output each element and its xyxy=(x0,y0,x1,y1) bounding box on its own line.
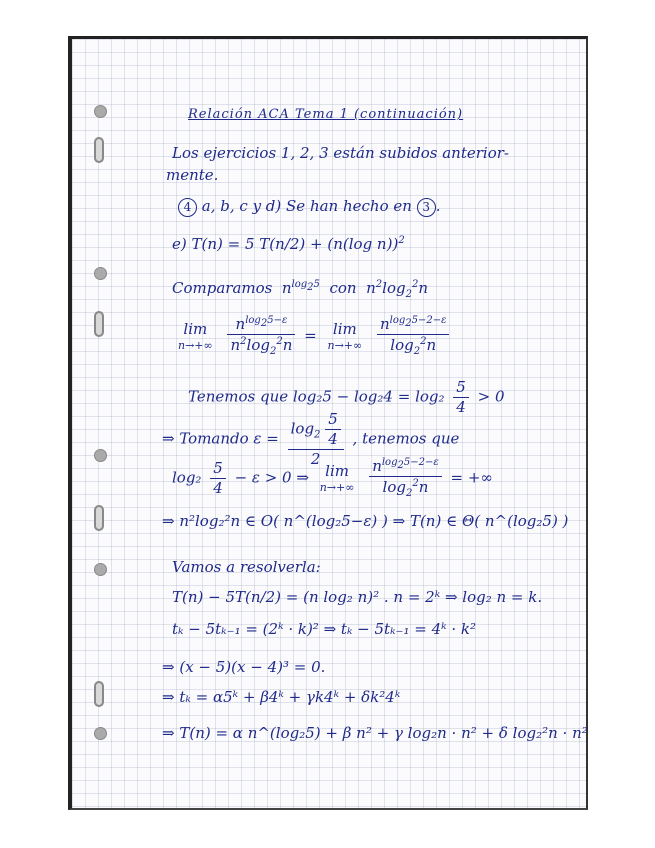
exercise-e-line xyxy=(172,236,405,252)
punch-hole xyxy=(94,563,107,576)
fraction: $\frac{n^{log_25-2-\varepsilon}}{\log_2^2n}$ xyxy=(369,458,442,499)
substitution-line: T(n) − 5T(n/2) = (n log₂ n)² . n = 2ᵏ ⇒ log₂ n = k. xyxy=(172,588,543,606)
fraction: $\frac{n^{log_25-2-\varepsilon}}{\log_2^2n}$ xyxy=(377,316,450,357)
punch-hole xyxy=(94,681,104,707)
fraction xyxy=(453,380,469,415)
lim-word: lim xyxy=(183,320,208,338)
numerator: 5 xyxy=(210,461,226,479)
exercise-number-circled: 4 xyxy=(178,198,197,217)
limit-line-1: lim n→+∞ $\frac{n^{log_25-\varepsilon}}{n^2\log_2^2n}$ = lim n→+∞ $\frac{n^{log_25-2-\varepsilon}}{\log_2^2n}$ xyxy=(172,316,453,357)
compare-text: Comparamos xyxy=(172,279,273,297)
punch-hole xyxy=(94,311,104,337)
exercise-4-text: a, b, c y d) Se han hecho en xyxy=(201,197,412,215)
exercise-4-line: 4 a, b, c y d) Se han hecho en 3 . xyxy=(178,198,440,217)
denominator: 4 xyxy=(456,398,466,416)
numerator: 5 xyxy=(453,380,469,398)
punch-hole xyxy=(94,105,107,118)
conclusion-line: ⇒ n²log₂²n ∈ O( n^(log₂5−ε) ) ⇒ T(n) ∈ Θ( n^(log₂5) ) xyxy=(162,512,569,530)
exercise-ref-circled: 3 xyxy=(417,198,436,217)
characteristic-line: ⇒ (x − 5)(x − 4)³ = 0. xyxy=(162,658,326,676)
exercise-e-label: e) xyxy=(172,235,187,253)
tenemos-que: , tenemos que xyxy=(352,429,460,448)
limit xyxy=(178,322,213,351)
denominator: 2 xyxy=(310,450,321,468)
punch-hole xyxy=(94,505,104,531)
lim-subscript: n→+∞ xyxy=(319,481,355,494)
limit xyxy=(320,464,355,493)
intro-line-cont: mente. xyxy=(166,166,219,184)
fraction: $\log_2$ $\frac{5}{4}$ 2 xyxy=(288,412,344,467)
limit xyxy=(327,322,362,351)
limit-line-2 xyxy=(172,458,493,499)
fraction xyxy=(210,461,226,496)
numerator: 5 xyxy=(325,412,341,430)
lim-word: lim xyxy=(325,462,349,480)
punch-hole xyxy=(94,267,107,280)
recurrence-exponent: 2 xyxy=(398,235,405,246)
gt-zero: > 0 xyxy=(477,387,505,406)
lim-subscript: n→+∞ xyxy=(327,339,363,352)
page-title: Relación ACA Tema 1 (continuación) xyxy=(188,107,464,122)
punch-hole xyxy=(94,449,107,462)
tn-solution-line: ⇒ T(n) = α n^(log₂5) + β n² + γ log₂n · n² + δ log₂²n · n² xyxy=(162,724,588,742)
compare-con: con xyxy=(329,279,357,297)
denominator: 4 xyxy=(213,479,223,497)
tk-solution-line: ⇒ tₖ = α5ᵏ + β4ᵏ + γk4ᵏ + δk²4ᵏ xyxy=(162,688,401,706)
intro-line: Los ejercicios 1, 2, 3 están subidos anterior- xyxy=(172,144,509,162)
resolver-line: Vamos a resolverla: xyxy=(172,558,321,576)
equals-infinity: = +∞ xyxy=(450,468,493,487)
recurrence: T(n) = 5 T(n/2) + (n(log n)) xyxy=(191,235,399,253)
punch-hole xyxy=(94,137,104,163)
lim-subscript: n→+∞ xyxy=(178,339,213,352)
tenemos-text: Tenemos que log₂5 − log₂4 = log₂ xyxy=(188,387,445,406)
lim-word: lim xyxy=(332,320,357,338)
tomando-text: ⇒ Tomando ε = xyxy=(162,429,279,448)
punch-hole xyxy=(94,727,107,740)
denominator: 4 xyxy=(328,430,338,448)
tk-line: tₖ − 5tₖ₋₁ = (2ᵏ · k)² ⇒ tₖ − 5tₖ₋₁ = 4ᵏ · k² xyxy=(172,620,477,638)
eps-condition: − ε > 0 ⇒ xyxy=(234,468,309,487)
log2: log₂ xyxy=(172,468,202,487)
fraction: $\frac{n^{log_25-\varepsilon}}{n^2\log_2^2n}$ xyxy=(227,316,295,357)
compare-line: Comparamos $n^{log_25}$ con $n^2\log_2^2n$ xyxy=(172,279,428,300)
fraction xyxy=(325,412,341,447)
tenemos-line xyxy=(188,380,505,415)
